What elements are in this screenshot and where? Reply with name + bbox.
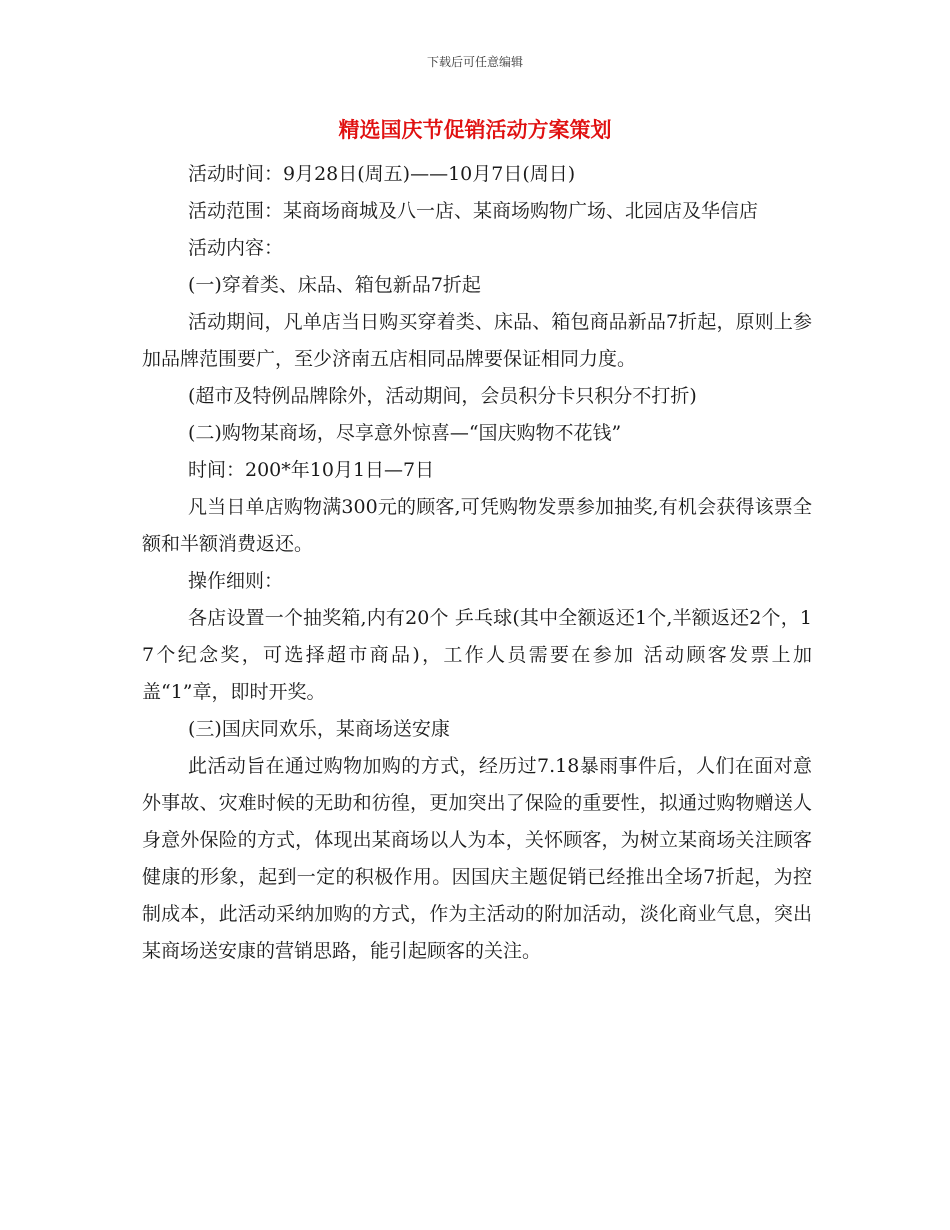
paragraph-activity-content: 活动内容： <box>188 237 284 259</box>
paragraph-section-1-heading: (一)穿着类、床品、箱包新品7折起 <box>188 274 481 296</box>
paragraph-activity-time: 活动时间：9月28日(周五)——10月7日(周日) <box>188 163 576 185</box>
paragraph-section-2-time: 时间：200*年10月1日—7日 <box>188 459 435 481</box>
paragraph-section-3-body: 此活动旨在通过购物加购的方式，经历过7.18暴雨事件后，人们在面对意外事故、灾难时候的无助和彷徨，更加突出了保险的重要性，拟通过购物赠送人身意外保险的方式，体现出某商场以人为本，关怀顾客，为树立某商场关注顾客健康的形象，起到一定的积极作用。因国庆主题促销已经推出全场7折起，为控制成本，此活动采纳加购的方式，作为主活动的附加活动，淡化商业气息，突出某商场送安康的营销思路，能引起顾客的关注。 <box>142 755 812 962</box>
paragraph-section-3-heading: (三)国庆同欢乐，某商场送安康 <box>188 718 450 740</box>
paragraph-section-2-body: 凡当日单店购物满300元的顾客,可凭购物发票参加抽奖,有机会获得该票全额和半额消费返还。 <box>142 496 812 555</box>
paragraph-section-2-heading: (二)购物某商场，尽享意外惊喜—“国庆购物不花钱” <box>188 422 622 444</box>
paragraph-operation-details: 各店设置一个抽奖箱,内有20个 乒乓球(其中全额返还1个,半额返还2个，17个纪念奖，可选择超市商品)，工作人员需要在参加 活动顾客发票上加盖“1”章，即时开奖。 <box>142 607 812 703</box>
page-header: 下载后可任意编辑 <box>426 55 523 69</box>
paragraph-section-1-note: (超市及特例品牌除外，活动期间，会员积分卡只积分不打折) <box>188 385 697 407</box>
paragraph-operation-rules: 操作细则： <box>188 570 284 592</box>
document-body <box>142 156 812 970</box>
paragraph-activity-scope: 活动范围：某商场商城及八一店、某商场购物广场、北园店及华信店 <box>188 200 759 222</box>
document-title: 精选国庆节促销活动方案策划 <box>338 118 612 142</box>
paragraph-section-1-body: 活动期间，凡单店当日购买穿着类、床品、箱包商品新品7折起，原则上参加品牌范围要广，至少济南五店相同品牌要保证相同力度。 <box>142 311 812 370</box>
